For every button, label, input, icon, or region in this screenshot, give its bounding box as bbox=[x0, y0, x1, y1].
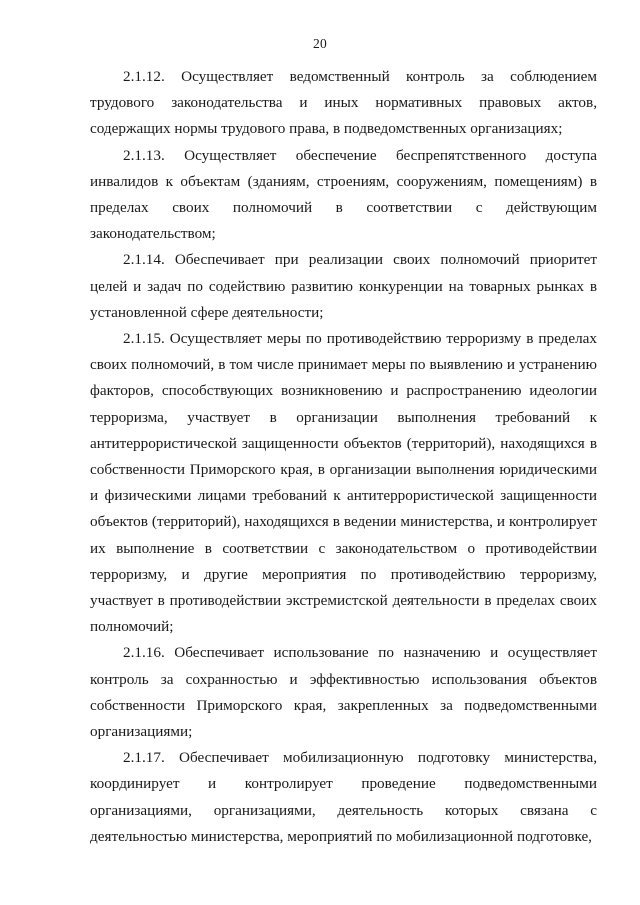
paragraph-2-1-17: 2.1.17. Обеспечивает мобилизационную подготовку министерства, координирует и контролирует проведение подведомственными организациями, организациями, деятельность которых связана с деятельностью министерства, мероприятий по мобилизационной подготовке, bbox=[90, 749, 597, 845]
paragraph-2-1-13: 2.1.13. Осуществляет обеспечение беспрепятственного доступа инвалидов к объектам (зданиям, строениям, сооружениям, помещениям) в пределах своих полномочий в соответствии с действующим законодательством; bbox=[90, 146, 597, 243]
document-body bbox=[90, 64, 597, 850]
page-number: 20 bbox=[312, 36, 328, 51]
paragraph-2-1-12: 2.1.12. Осуществляет ведомственный контроль за соблюдением трудового законодательства и иных нормативных правовых актов, содержащих нормы трудового права, в подведомственных организациях; bbox=[90, 68, 597, 138]
paragraph-2-1-15: 2.1.15. Осуществляет меры по противодействию терроризму в пределах своих полномочий, в том числе принимает меры по выявлению и устранению факторов, способствующих возникновению и распространению идеологии терроризма, участвует в организации выполнения требований к антитеррористической защищенности объектов (территорий), находящихся в собственности Приморского края, в организации выполнения юридическими и физическими лицами требований к антитеррористической защищенности объектов (территорий), находящихся в ведении министерства, и контролирует их выполнение в соответствии с законодательством о противодействии терроризму, и другие мероприятия по противодействию терроризму, участвует в противодействии экстремистской деятельности в пределах своих полномочий; bbox=[90, 330, 597, 636]
paragraph-2-1-16: 2.1.16. Обеспечивает использование по назначению и осуществляет контроль за сохранностью и эффективностью использования объектов собственности Приморского края, закрепленных за подведомственными организациями; bbox=[90, 644, 597, 741]
paragraph-2-1-14: 2.1.14. Обеспечивает при реализации своих полномочий приоритет целей и задач по содействию развитию конкуренции на товарных рынках в установленной сфере деятельности; bbox=[90, 251, 597, 321]
